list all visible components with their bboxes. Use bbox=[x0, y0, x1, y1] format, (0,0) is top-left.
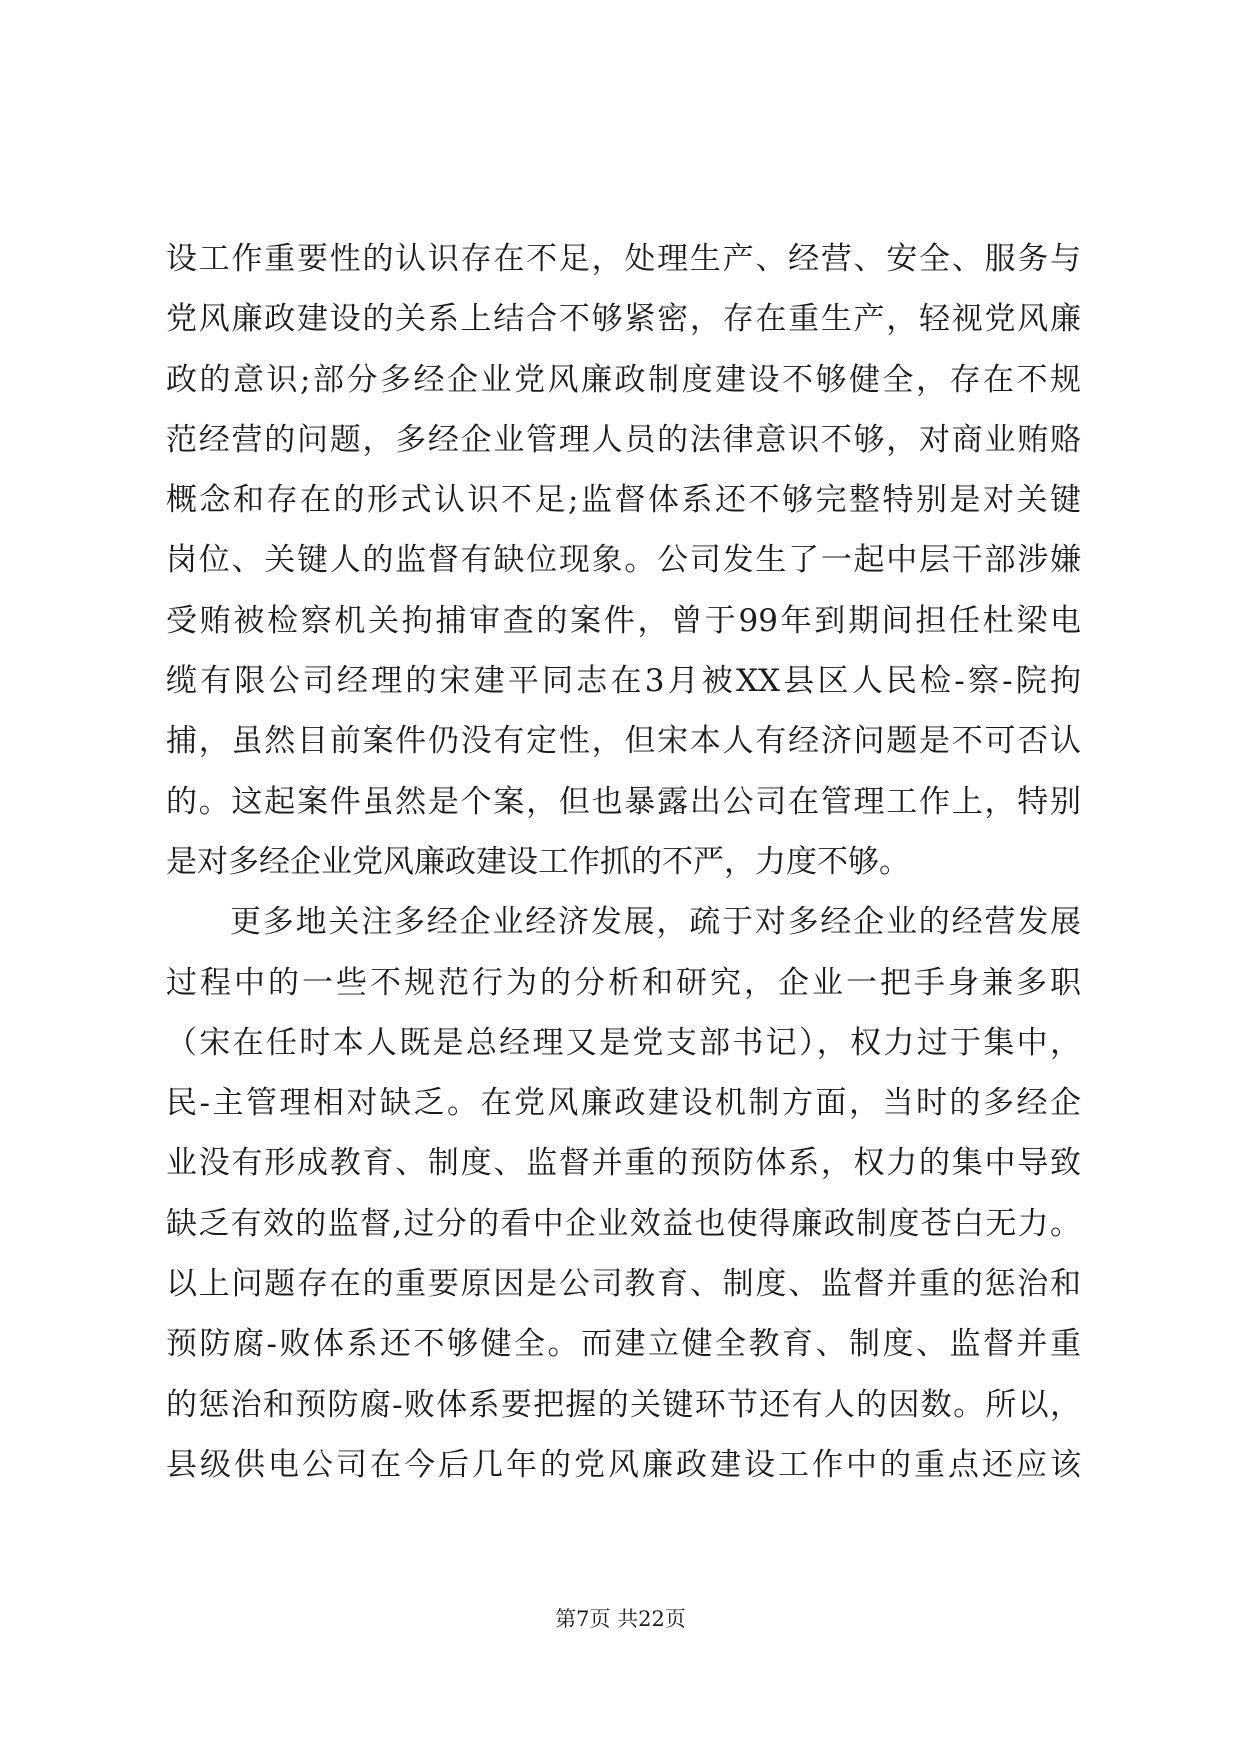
body-text bbox=[166, 229, 1081, 1495]
page-number-label: 第7页 共22页 bbox=[555, 1607, 686, 1631]
text-line: 的惩治和预防腐-败体系要把握的关键环节还有人的因数。所以， bbox=[166, 1386, 1081, 1423]
text-line: 范经营的问题，多经企业管理人员的法律意识不够，对商业贿赂 bbox=[166, 421, 1081, 458]
text-line: 民-主管理相对缺乏。在党风廉政建设机制方面，当时的多经企 bbox=[166, 1085, 1081, 1122]
text-line: 以上问题存在的重要原因是公司教育、制度、监督并重的惩治和 bbox=[166, 1266, 1081, 1303]
text-line: 设工作重要性的认识存在不足，处理生产、经营、安全、服务与 bbox=[166, 241, 1081, 277]
text-line: （宋在任时本人既是总经理又是党支部书记），权力过于集中， bbox=[166, 1024, 1081, 1061]
text-line: 业没有形成教育、制度、监督并重的预防体系，权力的集中导致 bbox=[166, 1145, 1081, 1182]
text-line: 岗位、关键人的监督有缺位现象。公司发生了一起中层干部涉嫌 bbox=[166, 542, 1081, 579]
text-line: 的。这起案件虽然是个案，但也暴露出公司在管理工作上，特别 bbox=[166, 783, 1081, 820]
text-line: 是对多经企业党风廉政建设工作抓的不严，力度不够。 bbox=[166, 843, 910, 880]
text-line: 缺乏有效的监督,过分的看中企业效益也使得廉政制度苍白无力。 bbox=[166, 1205, 1081, 1242]
text-line: 概念和存在的形式认识不足;监督体系还不够完整特别是对关键 bbox=[166, 482, 1081, 519]
text-line: 政的意识;部分多经企业党风廉政制度建设不够健全，存在不规 bbox=[166, 361, 1081, 398]
text-line: 县级供电公司在今后几年的党风廉政建设工作中的重点还应该 bbox=[166, 1446, 1081, 1483]
text-line: 过程中的一些不规范行为的分析和研究，企业一把手身兼多职 bbox=[166, 964, 1081, 1001]
text-line: 受贿被检察机关拘捕审查的案件，曾于99年到期间担任杜梁电 bbox=[166, 602, 1081, 639]
text-line: 预防腐-败体系还不够健全。而建立健全教育、制度、监督并重 bbox=[166, 1326, 1081, 1363]
page-footer bbox=[0, 1605, 1241, 1633]
text-line: 党风廉政建设的关系上结合不够紧密，存在重生产，轻视党风廉 bbox=[166, 301, 1081, 338]
text-line: 更多地关注多经企业经济发展，疏于对多经企业的经营发展 bbox=[230, 904, 1081, 941]
text-line: 缆有限公司经理的宋建平同志在3月被XX县区人民检-察-院拘 bbox=[166, 663, 1081, 700]
text-line: 捕，虽然目前案件仍没有定性，但宋本人有经济问题是不可否认 bbox=[166, 723, 1081, 760]
